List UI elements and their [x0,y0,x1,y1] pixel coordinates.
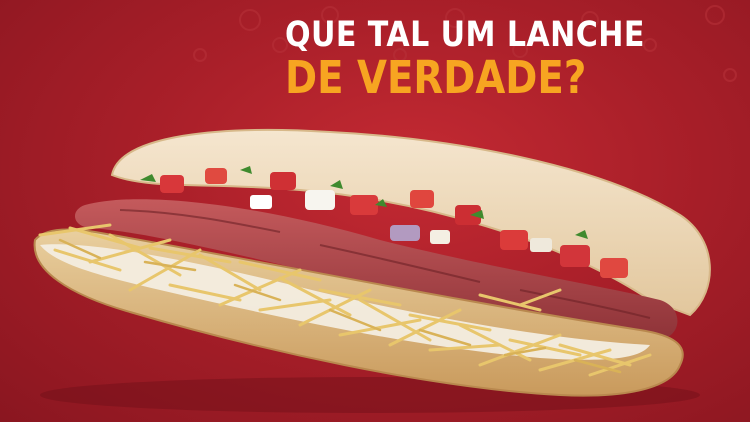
headline-line-2: DE VERDADE? [285,51,587,104]
headline-line-1: QUE TAL UM LANCHE [285,15,646,55]
